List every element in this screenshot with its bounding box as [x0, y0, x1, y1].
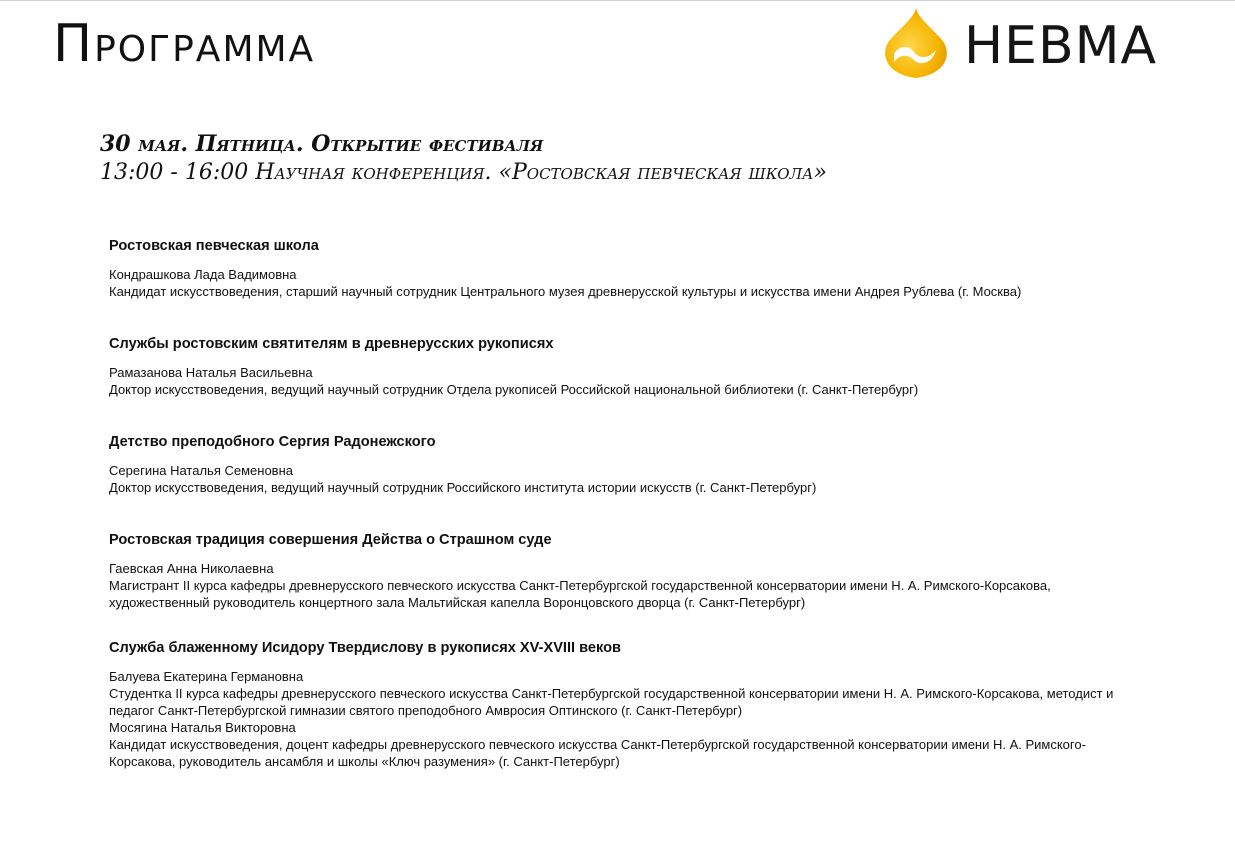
speaker-name: Гаевская Анна Николаевна [109, 561, 274, 576]
speaker-bio: Кандидат искусствоведения, доцент кафедры древнерусского певческого искусства Санкт-Петербургской государственной консерватории имени Н. А. Римского-Корсакова, руководитель ансамбля и школы «Ключ разумения» (г. Санкт-Петербург) [109, 737, 1086, 769]
talk-item [109, 530, 1119, 611]
talk-item [109, 334, 1119, 398]
speaker-name: Серегина Наталья Семеновна [109, 463, 293, 478]
speaker-bio: Кандидат искусствоведения, старший научный сотрудник Центрального музея древнерусской культуры и искусства имени Андрея Рублева (г. Москва) [109, 284, 1022, 299]
talk-title: Служба блаженному Исидору Твердислову в рукописях XV-XVIII веков [109, 640, 622, 656]
speaker-bio: Доктор искусствоведения, ведущий научный сотрудник Российского института истории искусств (г. Санкт-Петербург) [109, 480, 817, 495]
speaker-list [109, 364, 1119, 398]
day-heading: 30 мая. Пятница. Открытие фестиваля [100, 131, 544, 157]
page-title: Программа [53, 14, 316, 74]
speaker-list [109, 462, 1119, 496]
logo-wordmark: НЕВМА [964, 16, 1158, 76]
speaker-list [109, 668, 1119, 770]
speaker-name: Мосягина Наталья Викторовна [109, 720, 296, 735]
talk-title: Ростовская певческая школа [109, 238, 319, 254]
speaker-name: Рамазанова Наталья Васильевна [109, 365, 313, 380]
speaker-name: Балуева Екатерина Германовна [109, 669, 304, 684]
nevma-logo[interactable] [880, 6, 1158, 82]
speaker-name: Кондрашкова Лада Вадимовна [109, 267, 297, 282]
session-line: 13:00 - 16:00 Научная конференция. «Ростовская певческая школа» [100, 160, 827, 185]
top-divider [0, 0, 1235, 1]
speaker-bio: Доктор искусствоведения, ведущий научный сотрудник Отдела рукописей Российской национальной библиотеки (г. Санкт-Петербург) [109, 382, 919, 397]
speaker-list [109, 266, 1119, 300]
golden-dome-icon [880, 6, 952, 82]
talk-item [109, 236, 1119, 300]
talk-item [109, 432, 1119, 496]
talk-title: Ростовская традиция совершения Действа о Страшном суде [109, 532, 552, 548]
talk-item [109, 638, 1119, 770]
speaker-bio: Студентка II курса кафедры древнерусского певческого искусства Санкт-Петербургской государственной консерватории имени Н. А. Римского-Корсакова, методист и педагог Санкт-Петербургской гимназии святого преподобного Амвросия Оптинского (г. Санкт-Петербург) [109, 686, 1114, 718]
talk-title: Службы ростовским святителям в древнерусских рукописях [109, 336, 554, 352]
speaker-list [109, 560, 1119, 611]
speaker-bio: Магистрант II курса кафедры древнерусского певческого искусства Санкт-Петербургской государственной консерватории имени Н. А. Римского-Корсакова, художественный руководитель концертного зала Мальтийская капелла Воронцовского дворца (г. Санкт-Петербург) [109, 578, 1051, 610]
talk-title: Детство преподобного Сергия Радонежского [109, 434, 436, 450]
